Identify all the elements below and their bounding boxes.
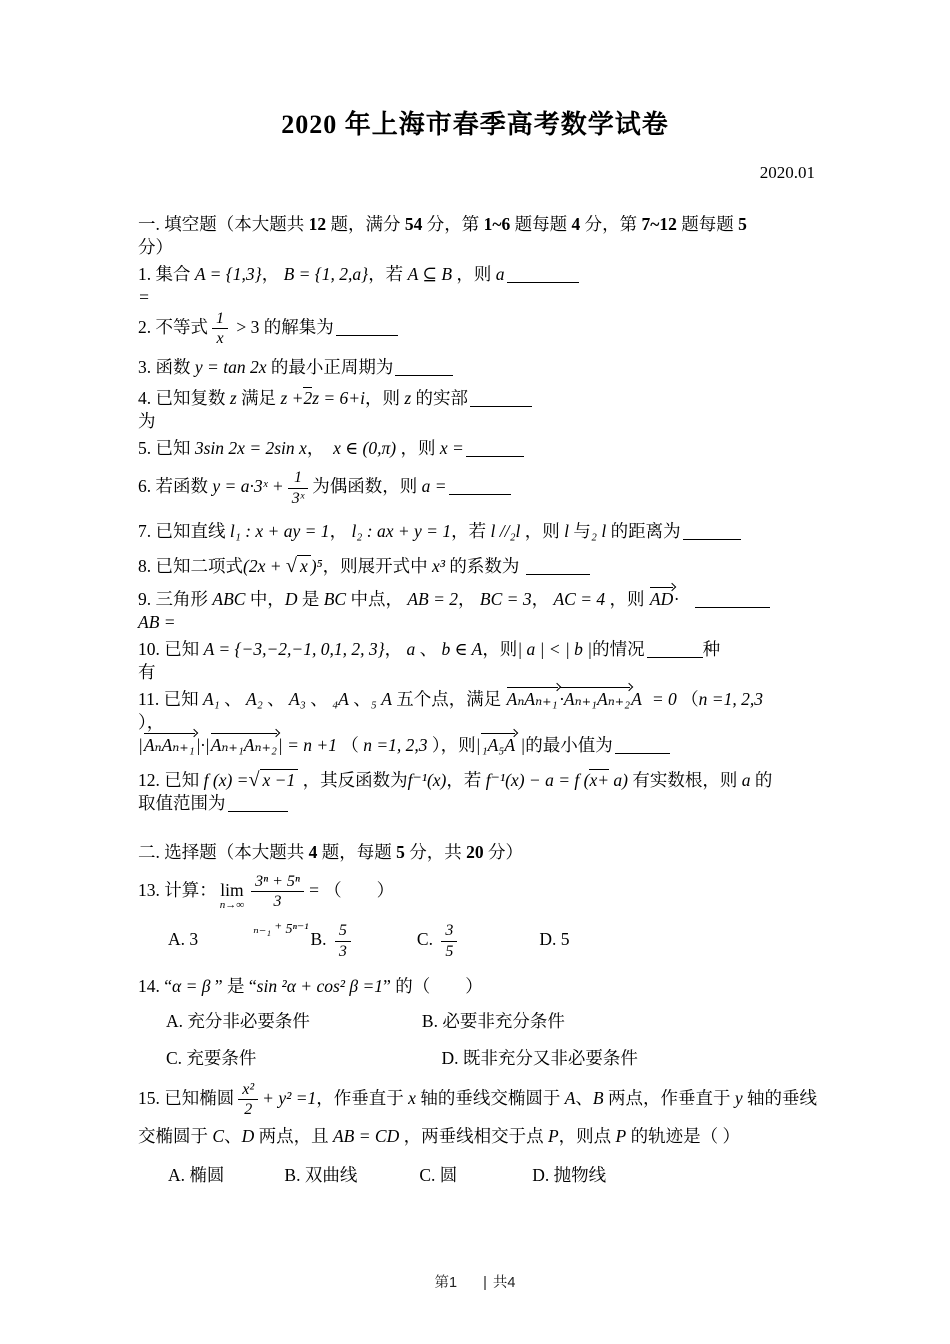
text-fragment: 、: [348, 688, 371, 709]
math-fragment: a =: [421, 476, 447, 497]
math-fragment: x =: [439, 438, 464, 459]
text-fragment: ，作垂直于: [316, 1087, 409, 1108]
text-fragment: ，则: [396, 438, 440, 459]
text-fragment: 10. 已知: [138, 638, 204, 659]
math-fragment: ₅ A: [370, 688, 392, 709]
math-fragment: A ⊆ B: [407, 264, 453, 284]
math-fragment: a: [495, 264, 505, 284]
math-fragment: l: [564, 520, 570, 541]
text-fragment: 为: [138, 411, 156, 432]
math-fragment: |: [138, 734, 143, 755]
spacer: [138, 1180, 168, 1181]
text-fragment: B. 必要非充分条件: [421, 1010, 565, 1031]
radical: [248, 769, 298, 792]
text-fragment: C. 充要条件: [166, 1047, 257, 1068]
spacer: [457, 1180, 532, 1181]
math-fragment: + y² =1: [262, 1087, 317, 1108]
question-14: [138, 975, 850, 1070]
answer-blank: [647, 654, 703, 658]
math-fragment: z: [229, 388, 237, 409]
fraction: [288, 468, 309, 507]
text-fragment: 与: [569, 520, 591, 541]
fraction: [251, 872, 304, 911]
math-fragment: BC = 3: [479, 588, 532, 609]
bold-text: 20: [466, 841, 484, 862]
text-fragment: ，若: [446, 769, 486, 790]
limit-notation: [220, 881, 244, 911]
text-fragment: 15. 已知椭圆: [138, 1087, 235, 1108]
spacer: [357, 1180, 419, 1181]
radicand: x −1: [260, 769, 299, 790]
radical: [286, 555, 311, 578]
line: [138, 688, 850, 711]
math-fragment: )⁵: [310, 555, 323, 576]
fraction-denominator: 3ˣ: [291, 489, 305, 507]
text-fragment: 4. 已知复数: [138, 388, 230, 409]
math-fragment: |·|: [195, 734, 210, 755]
text-fragment: 的轨迹是（ ）: [626, 1126, 740, 1147]
fraction: [238, 1080, 258, 1119]
question-9: [138, 588, 850, 634]
math-fragment: 3sin 2x = 2sin x: [194, 438, 307, 459]
fraction: [335, 921, 351, 960]
text-fragment: B.: [310, 929, 331, 950]
text-fragment: （: [336, 734, 364, 755]
text-fragment: ，则: [605, 588, 649, 609]
text-fragment: 两点，且: [254, 1126, 333, 1147]
text-fragment: 分，共: [404, 841, 467, 862]
math-fragment: α = β: [172, 975, 211, 996]
math-fragment: AB = CD: [332, 1126, 400, 1147]
text-fragment: 有: [138, 661, 156, 682]
line: [138, 588, 850, 611]
math-fragment: n =1, 2,3: [698, 688, 763, 709]
answer-blank: [507, 279, 579, 283]
text-fragment: 轴的垂线: [742, 1087, 818, 1108]
text-fragment: > 3 的解集为: [232, 316, 334, 337]
math-fragment: l₁ : x + ay = 1: [229, 520, 330, 541]
math-fragment: A = {−3,−2,−1, 0,1, 2, 3}: [203, 638, 385, 659]
bold-text: 7~12: [641, 214, 677, 234]
math-fragment: ₂ l: [590, 520, 607, 541]
math-fragment: z = 6+i: [312, 388, 365, 409]
text-fragment: ，两垂线相交于点: [399, 1126, 548, 1147]
text-fragment: 的实部: [411, 388, 469, 409]
math-fragment: D: [284, 588, 298, 609]
text-fragment: 5. 已知: [138, 438, 195, 459]
text-fragment: 题，每题: [317, 841, 397, 862]
math-fragment: P: [547, 1126, 559, 1147]
text-fragment: 、: [219, 688, 247, 709]
text-fragment: C. 圆: [419, 1165, 458, 1186]
math-fragment: =: [138, 287, 150, 307]
math-fragment: l //₂l: [490, 520, 521, 541]
text-fragment: 为偶函数，则: [312, 476, 422, 497]
bold-text: 1~6: [483, 214, 511, 234]
math-fragment: y: [734, 1087, 743, 1108]
question-10: [138, 638, 850, 684]
text-fragment: 、: [262, 688, 290, 709]
math-fragment: l₂ : ax + y = 1: [351, 520, 452, 541]
fraction-denominator: 3: [338, 942, 347, 960]
math-fragment: f⁻¹(x) − a = f (: [485, 769, 590, 790]
bold-text: 4: [308, 841, 318, 862]
text-fragment: ，: [458, 588, 480, 609]
line: [138, 734, 850, 757]
line: [138, 638, 850, 661]
math-fragment: B = {1, 2,a}: [283, 264, 369, 284]
fraction: [212, 309, 228, 348]
question-4: [138, 387, 850, 433]
question-1: [138, 263, 850, 309]
radical-sign: √: [248, 768, 260, 791]
math-fragment: | = n +1: [277, 734, 337, 755]
fraction-denominator: 3: [273, 892, 282, 910]
text-fragment: 五个点，满足: [391, 688, 506, 709]
line: [138, 1080, 850, 1119]
math-fragment: x ∈ (0,π): [333, 438, 397, 459]
options-row: [138, 1047, 850, 1070]
spacer: [138, 1026, 166, 1027]
text-fragment: 一. 填空题（本大题共: [138, 214, 309, 234]
text-fragment: 是: [297, 588, 324, 609]
spacer: [310, 1026, 422, 1027]
math-fragment: A = {1,3}: [194, 264, 262, 284]
line: [138, 520, 850, 543]
line: [138, 236, 850, 259]
text-fragment: 题每题: [676, 214, 739, 234]
question-6: [138, 468, 850, 507]
bold-text: 12: [308, 214, 327, 234]
text-fragment: 分）: [138, 237, 173, 257]
line: [138, 555, 850, 578]
text-fragment: ，其反函数为: [298, 769, 408, 790]
line: [138, 213, 850, 236]
math-fragment: A₃: [289, 688, 306, 709]
text-fragment: 有实数根，则: [627, 769, 742, 790]
spacer: [642, 704, 652, 705]
text-fragment: 种: [702, 638, 721, 659]
math-fragment: y = a·3ˣ +: [212, 476, 284, 497]
math-fragment: b ∈ A: [441, 638, 483, 659]
math-fragment: ·: [674, 588, 679, 609]
text-fragment: 、: [575, 1087, 593, 1108]
text-fragment: ，则展开式中: [322, 555, 433, 576]
question-5: [138, 437, 850, 460]
text-fragment: 二. 选择题（本大题共: [138, 841, 309, 862]
radicand: x: [297, 555, 311, 576]
math-fragment: A: [631, 688, 642, 709]
spacer: [256, 1063, 441, 1064]
math-fragment: n =1, 2,3: [363, 734, 428, 755]
text-fragment: （: [676, 688, 699, 709]
text-fragment: ，: [329, 520, 352, 541]
text-fragment: 两点，作垂直于: [603, 1087, 735, 1108]
math-fragment: a: [741, 769, 751, 790]
text-fragment: 分，第: [580, 214, 642, 234]
fraction-denominator: 5: [445, 942, 454, 960]
line: [138, 661, 850, 684]
line: [138, 356, 850, 379]
answer-blank: [336, 332, 398, 336]
text-fragment: D. 抛物线: [532, 1165, 607, 1186]
text-fragment: ，则: [452, 264, 496, 284]
text-fragment: 的情况: [592, 638, 645, 659]
answer-blank: [470, 403, 532, 407]
answer-blank: [395, 372, 453, 376]
text-fragment: 的距离为: [606, 520, 681, 541]
line: [138, 769, 850, 792]
overline-fragment: x+: [589, 769, 610, 790]
text-fragment: A. 3: [168, 929, 199, 950]
math-fragment: x³: [432, 555, 446, 576]
text-fragment: 的系数为: [445, 555, 524, 576]
answer-blank: [526, 571, 590, 575]
exam-body: [0, 213, 950, 1187]
text-fragment: 1. 集合: [138, 264, 195, 284]
text-fragment: 13. 计算：: [138, 879, 217, 900]
math-fragment: BC: [323, 588, 347, 609]
text-fragment: 分）: [483, 841, 523, 862]
section1-heading: [138, 213, 850, 259]
footer-separator: |: [483, 1275, 487, 1291]
text-fragment: D. 5: [539, 929, 570, 950]
section2-heading: [138, 841, 850, 864]
fraction-numerator: x²: [238, 1080, 258, 1100]
text-fragment: 的最小正周期为: [266, 357, 394, 378]
text-fragment: 7. 已知直线: [138, 520, 230, 541]
fraction-denominator: x: [216, 330, 224, 348]
question-8: [138, 555, 850, 578]
math-fragment: sin ²α + cos² β =1: [256, 975, 384, 996]
answer-blank: [615, 750, 670, 754]
text-fragment: 题，满分: [326, 214, 405, 234]
math-fragment: z +: [280, 388, 304, 409]
math-fragment: z: [404, 388, 412, 409]
stray-exponent-fragment: ₙ₋₁ ⁺ 5ⁿ⁻¹: [253, 922, 309, 938]
line: [138, 468, 850, 507]
text-fragment: 的最小值为: [525, 734, 613, 755]
line: [138, 711, 850, 734]
text-fragment: 中，: [245, 588, 285, 609]
text-fragment: ，若: [451, 520, 491, 541]
line: [138, 872, 850, 912]
math-fragment: | a | < | b |: [517, 638, 593, 659]
text-fragment: 轴的垂线交椭圆于: [415, 1087, 565, 1108]
vector-notation: Aₙ₊₁Aₙ₊₂: [210, 734, 277, 755]
answer-blank: [683, 536, 741, 540]
text-fragment: ” 的（ ）: [383, 975, 483, 996]
text-fragment: ），则: [427, 734, 476, 755]
line: [138, 263, 850, 286]
math-fragment: B: [592, 1087, 604, 1108]
text-fragment: 满足: [236, 388, 281, 409]
text-fragment: （ ）: [319, 879, 395, 900]
math-fragment: a): [609, 769, 628, 790]
text-fragment: 14. “: [138, 975, 173, 996]
text-fragment: 9. 三角形: [138, 588, 213, 609]
fraction-numerator: 3: [441, 921, 457, 941]
math-fragment: ₄A: [332, 688, 349, 709]
limit-subscript: n→∞: [219, 898, 245, 911]
question-12: [138, 769, 850, 815]
text-fragment: D. 既非充分又非必要条件: [441, 1047, 638, 1068]
text-fragment: ，则: [520, 520, 565, 541]
spacer: [355, 944, 417, 945]
radical-sign: √: [285, 554, 297, 577]
math-fragment: AB = 2: [407, 588, 459, 609]
line: [138, 792, 850, 815]
math-fragment: a: [406, 638, 416, 659]
text-fragment: 中点，: [346, 588, 408, 609]
page-number: 第1: [434, 1275, 458, 1291]
spacer: [138, 944, 168, 945]
bold-text: 5: [396, 841, 405, 862]
fraction: [441, 921, 457, 960]
spacer: [198, 944, 253, 945]
text-fragment: ，则: [364, 388, 405, 409]
text-fragment: 6. 若函数: [138, 476, 213, 497]
text-fragment: ” 是 “: [210, 975, 257, 996]
spacer: [138, 1063, 166, 1064]
math-fragment: D: [241, 1126, 255, 1147]
math-fragment: f (x) =: [203, 769, 249, 790]
spacer: [679, 604, 693, 605]
math-fragment: x: [408, 1087, 416, 1108]
math-fragment: A: [564, 1087, 576, 1108]
question-3: [138, 356, 850, 379]
text-fragment: A. 椭圆: [168, 1165, 225, 1186]
text-fragment: C.: [416, 929, 438, 950]
question-11: [138, 688, 850, 757]
text-fragment: ，则点: [558, 1126, 616, 1147]
text-fragment: ，: [384, 638, 407, 659]
page-title: 2020 年上海市春季高考数学试卷: [281, 110, 669, 139]
fraction-denominator: 2: [244, 1100, 253, 1118]
line: [138, 975, 850, 998]
text-fragment: 交椭圆于: [138, 1126, 213, 1147]
text-fragment: ，: [261, 264, 284, 284]
line: [138, 611, 850, 634]
text-fragment: 的: [750, 769, 773, 790]
answer-blank: [695, 604, 770, 608]
vector-notation: AₙAₙ₊₁: [143, 734, 195, 755]
fraction-numerator: 5: [335, 921, 351, 941]
page-footer: [0, 1271, 950, 1292]
fraction-numerator: 1: [212, 309, 228, 329]
text-fragment: 取值范围为: [138, 792, 226, 813]
text-fragment: 8. 已知二项式: [138, 555, 243, 576]
text-fragment: 、: [305, 688, 333, 709]
fraction-numerator: 1: [288, 468, 309, 488]
text-fragment: ），: [138, 711, 165, 732]
text-fragment: B. 双曲线: [284, 1165, 358, 1186]
math-fragment: |: [475, 734, 481, 755]
math-fragment: A₂: [246, 688, 263, 709]
answer-blank: [449, 491, 511, 495]
text-fragment: 分，第: [422, 214, 484, 234]
options-row: [138, 1010, 850, 1033]
text-fragment: 2. 不等式: [138, 316, 208, 337]
vector-notation: AD: [649, 588, 674, 609]
line: [138, 841, 850, 864]
vector-notation: AₙAₙ₊₁: [506, 688, 558, 709]
line: [138, 309, 850, 348]
answer-blank: [466, 453, 524, 457]
math-fragment: ABC: [212, 588, 246, 609]
text-fragment: ，则: [482, 638, 518, 659]
math-fragment: |: [516, 734, 526, 755]
fraction-numerator: 3ⁿ + 5ⁿ: [251, 872, 304, 892]
text-fragment: 11. 已知: [138, 688, 203, 709]
line: [138, 286, 850, 309]
line: [138, 1125, 850, 1148]
math-fragment: =: [307, 879, 320, 900]
limit-operator: lim: [220, 880, 244, 901]
line: [138, 437, 850, 460]
overline-fragment: 2: [303, 388, 313, 409]
math-fragment: (2x +: [243, 555, 286, 576]
text-fragment: 题每题: [510, 214, 572, 234]
math-fragment: f⁻¹(x): [407, 769, 447, 790]
text-fragment: 、: [415, 638, 442, 659]
text-fragment: 、: [224, 1126, 242, 1147]
math-fragment: y = tan 2x: [194, 357, 267, 378]
bold-text: 54: [404, 214, 423, 234]
math-fragment: AB =: [138, 611, 176, 632]
math-fragment: = 0: [651, 688, 677, 709]
math-fragment: A₁: [202, 688, 220, 709]
question-2: [138, 309, 850, 348]
text-fragment: ，: [306, 438, 334, 459]
text-fragment: A. 充分非必要条件: [166, 1010, 310, 1031]
text-fragment: ，若: [368, 264, 408, 284]
text-fragment: 3. 函数: [138, 357, 195, 378]
question-15: [138, 1080, 850, 1187]
question-13: [138, 872, 850, 961]
spacer: [224, 1180, 284, 1181]
text-fragment: 12. 已知: [138, 769, 204, 790]
answer-blank: [228, 808, 288, 812]
options-row: [138, 1164, 850, 1187]
exam-date: 2020.01: [759, 163, 815, 182]
vector-notation: ₁A₅A: [481, 734, 516, 755]
line: [138, 387, 850, 410]
options-row: [138, 921, 850, 960]
line: [138, 410, 850, 433]
vector-notation: ·Aₙ₊₁Aₙ₊₂: [559, 688, 631, 709]
bold-text: 4: [571, 214, 581, 234]
spacer: [461, 944, 539, 945]
bold-text: 5: [738, 214, 747, 234]
page-total: 共4: [492, 1275, 516, 1291]
math-fragment: C: [212, 1126, 225, 1147]
text-fragment: ，: [531, 588, 554, 609]
math-fragment: AC = 4: [553, 588, 606, 609]
question-7: [138, 520, 850, 543]
math-fragment: P: [615, 1126, 627, 1147]
